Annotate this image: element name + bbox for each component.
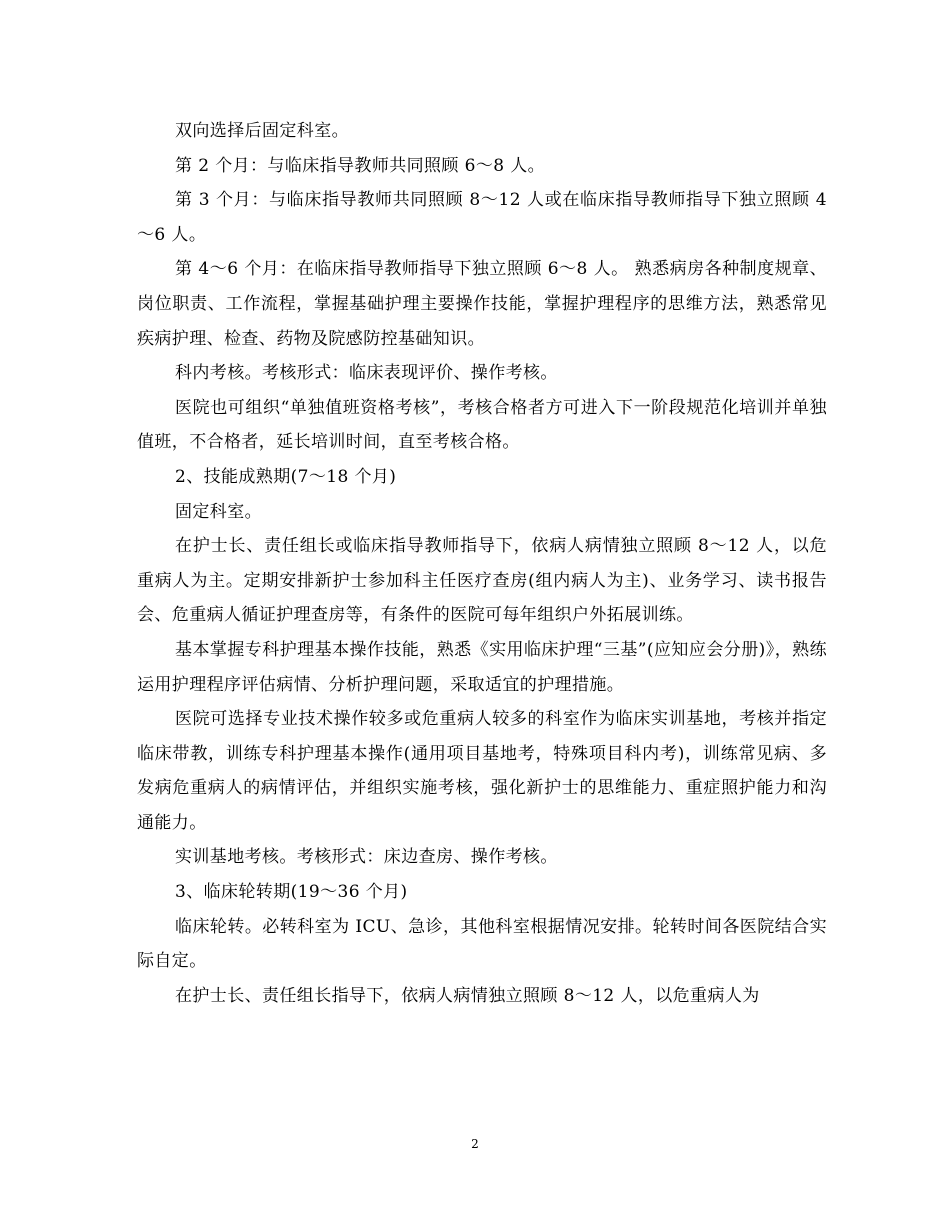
paragraph: 实训基地考核。考核形式：床边查房、操作考核。 bbox=[175, 847, 558, 868]
section-heading: 2、技能成熟期(7～18 个月) bbox=[175, 466, 397, 487]
paragraph: 第 3 个月：与临床指导教师共同照顾 8～12 人或在临床指导教师指导下独立照顾 4～6 人。 bbox=[137, 190, 827, 245]
paragraph: 第 2 个月：与临床指导教师共同照顾 6～8 人。 bbox=[175, 155, 546, 176]
paragraph: 第 4～6 个月：在临床指导教师指导下独立照顾 6～8 人。 熟悉病房各种制度规章、岗位职责、工作流程，掌握基础护理主要操作技能，掌握护理程序的思维方法，熟悉常见疾病护理、检查、药物及院感防控基础知识。 bbox=[137, 259, 827, 349]
paragraph: 临床轮转。必转科室为 ICU、急诊，其他科室根据情况安排。轮转时间各医院结合实际自定。 bbox=[137, 916, 827, 972]
document-body bbox=[137, 114, 827, 1013]
paragraph: 双向选择后固定科室。 bbox=[175, 121, 349, 141]
paragraph: 科内考核。考核形式：临床表现评价、操作考核。 bbox=[175, 363, 558, 384]
section-heading: 3、临床轮转期(19～36 个月) bbox=[175, 882, 408, 903]
paragraph: 基本掌握专科护理基本操作技能，熟悉《实用临床护理“三基”(应知应会分册)》，熟练运用护理程序评估病情、分析护理问题，采取适宜的护理措施。 bbox=[137, 639, 827, 695]
page-number: 2 bbox=[471, 1137, 479, 1151]
paragraph: 医院也可组织“单独值班资格考核”，考核合格者方可进入下一阶段规范化培训并单独值班，不合格者，延长培训时间，直至考核合格。 bbox=[137, 397, 827, 453]
paragraph: 固定科室。 bbox=[175, 501, 262, 522]
paragraph: 在护士长、责任组长或临床指导教师指导下，依病人病情独立照顾 8～12 人，以危重病人为主。定期安排新护士参加科主任医疗查房(组内病人为主)、业务学习、读书报告会、危重病人循证护理查房等，有条件的医院可每年组织户外拓展训练。 bbox=[137, 536, 827, 626]
paragraph: 在护士长、责任组长指导下，依病人病情独立照顾 8～12 人，以危重病人为 bbox=[175, 985, 760, 1006]
paragraph: 医院可选择专业技术操作较多或危重病人较多的科室作为临床实训基地，考核并指定临床带教，训练专科护理基本操作(通用项目基地考，特殊项目科内考)，训练常见病、多发病危重病人的病情评估，并组织实施考核，强化新护士的思维能力、重症照护能力和沟通能力。 bbox=[137, 709, 827, 833]
